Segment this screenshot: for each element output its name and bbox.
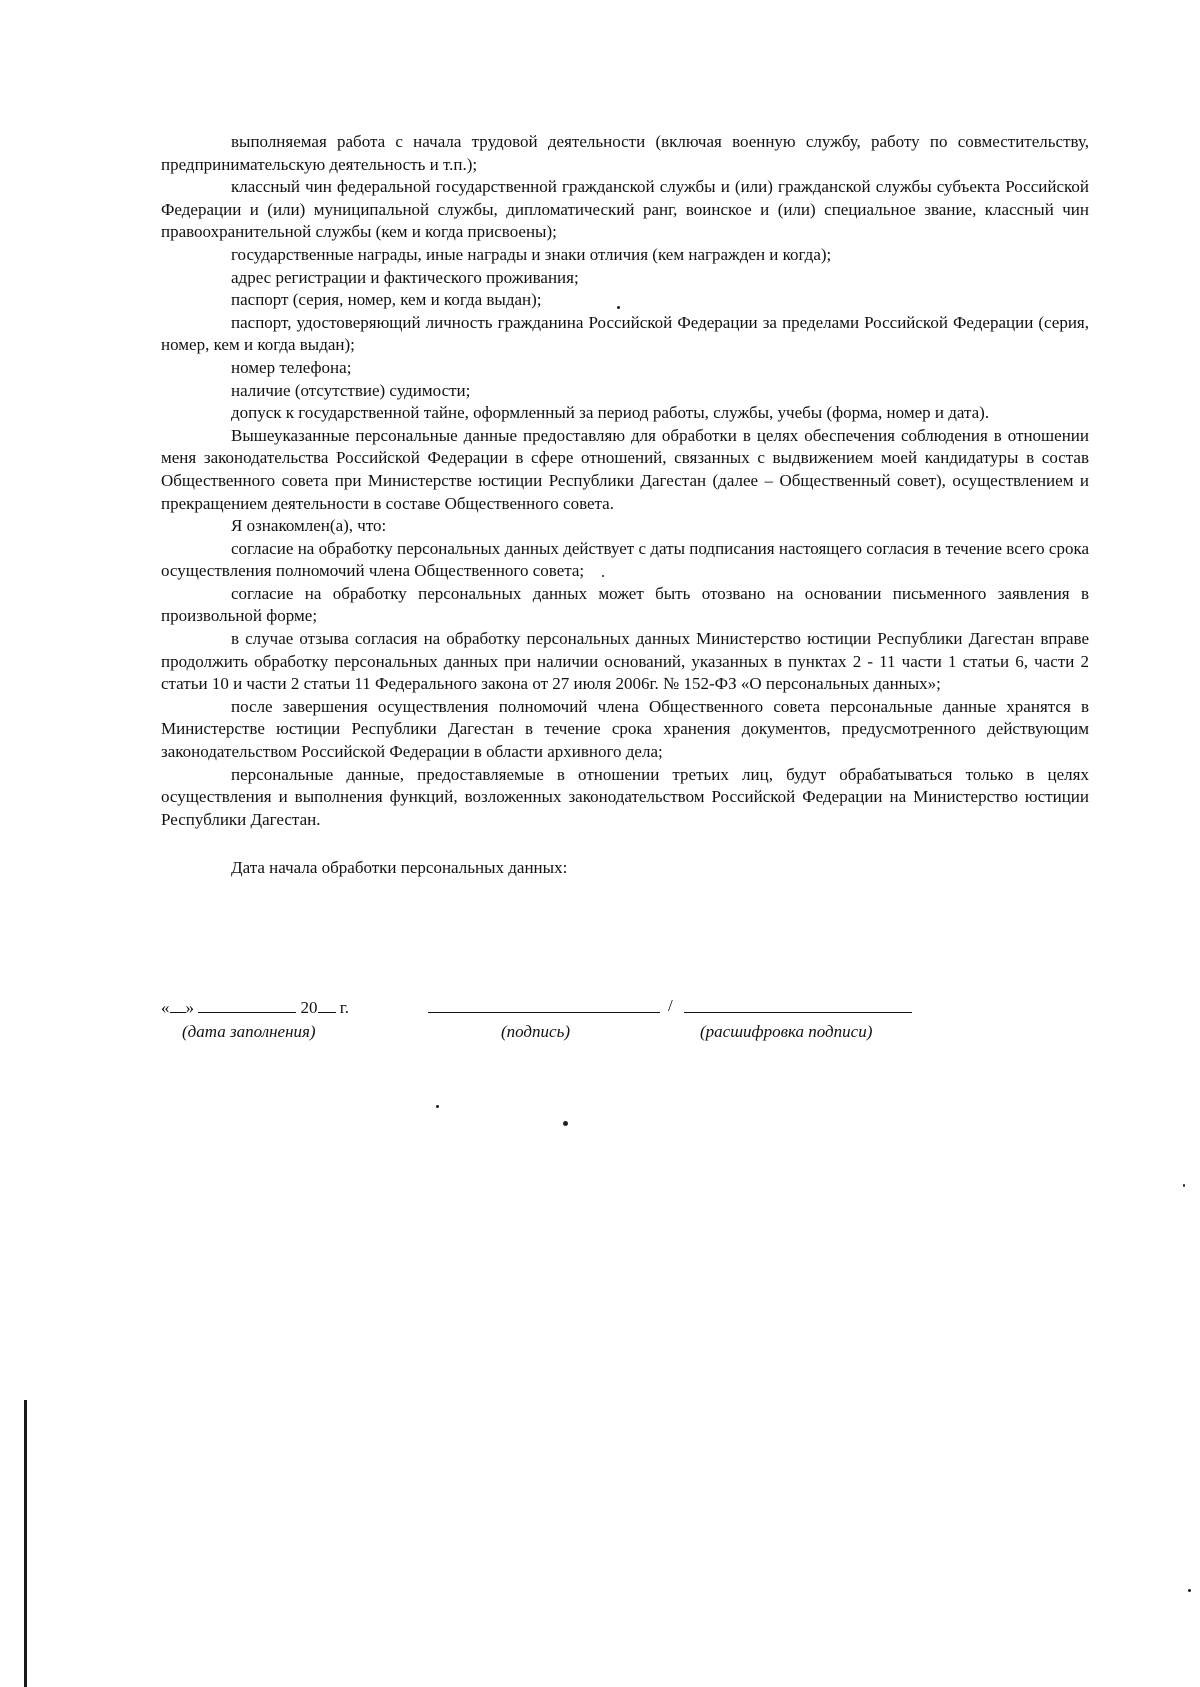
paragraph-consent-withdrawal: согласие на обработку персональных данных может быть отозвано на основании письменного заявления в произвольной форме;	[161, 583, 1089, 626]
caption-signature: (подпись)	[501, 1022, 570, 1041]
decoding-line	[684, 1012, 912, 1013]
start-date-label: Дата начала обработки персональных данных:	[231, 858, 568, 878]
consent-text	[161, 131, 1089, 880]
year-blank	[318, 996, 336, 1013]
caption-date: (дата заполнения)	[182, 1022, 316, 1041]
year-suffix: г.	[339, 998, 350, 1017]
year-prefix: 20	[300, 998, 318, 1017]
paragraph-third-parties: персональные данные, предоставляемые в отношении третьих лиц, будут обрабатываться только в целях осуществления и выполнения функций, возложенных законодательством Российской Федерации на Министерство юстиции Республики Дагестан.	[161, 764, 1089, 829]
caption-decoding: (расшифровка подписи)	[700, 1022, 873, 1041]
date-field	[161, 996, 349, 1018]
paragraph-consent-duration: согласие на обработку персональных данных действует с даты подписания настоящего согласия в течение всего срока осуществления полномочий члена Общественного совета;	[161, 538, 1089, 581]
scan-speck	[617, 306, 620, 309]
date-open-quote: «	[161, 998, 170, 1017]
paragraph-address: адрес регистрации и фактического проживания;	[231, 267, 579, 287]
paragraph-withdrawal-processing: в случае отзыва согласия на обработку персональных данных Министерство юстиции Республики Дагестан вправе продолжить обработку персональных данных при наличии оснований, указанных в пунктах 2 - 11 части 1 статьи 6, части 2 статьи 10 и части 2 статьи 11 Федерального закона от 27 июля 2006г. № 152-ФЗ «О персональных данных»;	[161, 629, 1089, 694]
scan-speck	[1183, 1184, 1185, 1187]
signature-slash: /	[668, 996, 673, 1015]
month-blank	[198, 996, 296, 1013]
signature-line	[428, 1012, 660, 1013]
scan-speck	[436, 1105, 439, 1108]
paragraph-passport: паспорт (серия, номер, кем и когда выдан);	[231, 290, 542, 310]
scan-speck	[602, 575, 604, 577]
scan-edge-line	[24, 1400, 27, 1687]
paragraph-acknowledged: Я ознакомлен(а), что:	[231, 516, 387, 536]
scan-speck	[563, 1121, 568, 1126]
paragraph-storage: после завершения осуществления полномочий члена Общественного совета персональные данные хранятся в Министерстве юстиции Республики Дагестан в течение срока хранения документов, предусмотренного действующим законодательством Российской Федерации в области архивного дела;	[161, 696, 1089, 762]
paragraph-state-secret: допуск к государственной тайне, оформленный за период работы, службы, учебы (форма, номер и дата).	[231, 403, 990, 423]
scan-speck	[1188, 1589, 1191, 1592]
paragraph-work-history: выполняемая работа с начала трудовой деятельности (включая военную службу, работу по совместительству, предпринимательскую деятельность и т.п.);	[161, 132, 1089, 174]
paragraph-purpose: Вышеуказанные персональные данные предоставляю для обработки в целях обеспечения соблюдения в отношении меня законодательства Российской Федерации в сфере отношений, связанных с выдвижением моей кандидатуры в состав Общественного совета при Министерстве юстиции Республики Дагестан (далее – Общественный совет), осуществлением и прекращением деятельности в составе Общественного совета.	[161, 425, 1089, 513]
paragraph-awards: государственные награды, иные награды и знаки отличия (кем награжден и когда);	[231, 244, 832, 264]
paragraph-criminal-record: наличие (отсутствие) судимости;	[231, 380, 471, 400]
paragraph-phone: номер телефона;	[231, 357, 352, 377]
signature-block	[0, 996, 1200, 1056]
paragraph-class-rank: классный чин федеральной государственной гражданской службы и (или) гражданской службы субъекта Российской Федерации и (или) муниципальной службы, дипломатический ранг, воинское и (или) специальное звание, классный чин правоохранительной службы (кем и когда присвоены);	[161, 177, 1089, 242]
paragraph-foreign-passport: паспорт, удостоверяющий личность гражданина Российской Федерации за пределами Российской Федерации (серия, номер, кем и когда выдан);	[161, 312, 1089, 355]
day-blank	[170, 996, 186, 1013]
date-close-quote: »	[185, 998, 194, 1017]
